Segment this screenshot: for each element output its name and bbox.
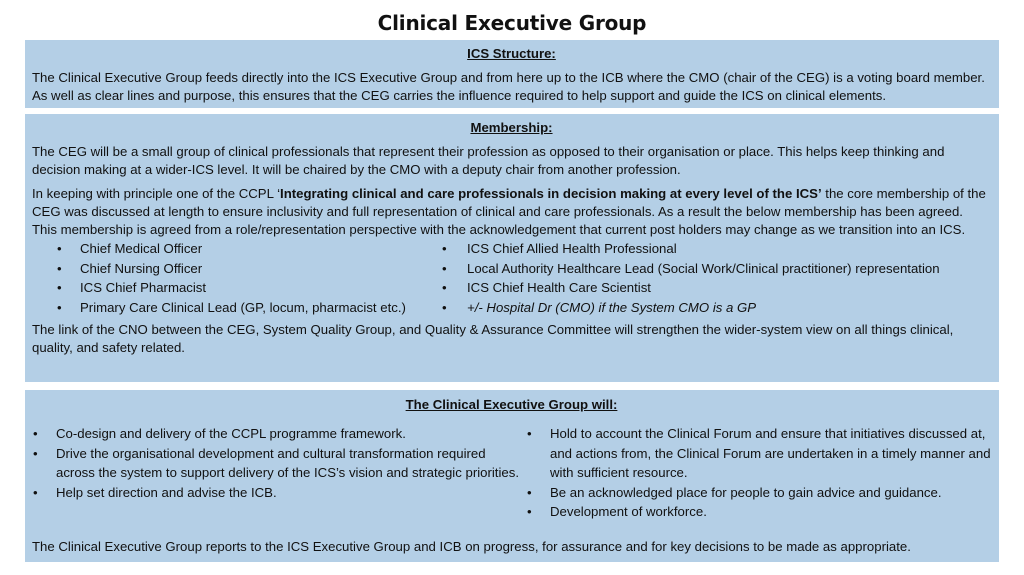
membership-para-2 (32, 185, 991, 239)
member-label: ICS Chief Health Care Scientist (467, 280, 651, 296)
member-label: +/- Hospital Dr (CMO) if the System CMO is a GP (467, 299, 757, 315)
ics-structure-text: The Clinical Executive Group feeds directly into the ICS Executive Group and from here up to the ICB where the CMO (chair of the CEG) is a voting board member. As well as clear lines and purpose, this ensures that the CEG carries the influence required to help support and guide the ICS on clinical elements. (32, 70, 985, 103)
bullet-icon: • (527, 426, 532, 441)
member-label: Local Authority Healthcare Lead (Social Work/Clinical practitioner) representation (467, 260, 940, 276)
members-right (419, 239, 991, 317)
list-item (32, 483, 526, 503)
ceg-will-heading: The Clinical Executive Group will: (405, 397, 618, 412)
list-item (419, 298, 991, 318)
ceg-will-list (32, 424, 991, 522)
list-item (526, 483, 991, 503)
ics-structure-panel (25, 40, 999, 108)
bullet-icon: • (527, 484, 532, 500)
membership-panel (25, 114, 999, 382)
list-item (419, 239, 991, 259)
list-item (32, 424, 526, 444)
will-label: Hold to account the Clinical Forum and ensure that initiatives discussed at, and actions from, the Clinical Forum are undertaken in a timely manner and with sufficient resource. (550, 426, 991, 481)
bullet-icon: • (527, 504, 532, 520)
bullet-icon: • (442, 241, 447, 256)
list-item (32, 278, 419, 298)
will-left (32, 424, 526, 522)
membership-para-1: The CEG will be a small group of clinical professionals that represent their profession as opposed to their organisation or place. This helps keep thinking and decision making at a wider-ICS level. It will be chaired by the CMO with a deputy chair from another profession. (32, 144, 945, 177)
ceg-will-panel (25, 390, 999, 562)
will-label: Drive the organisational development and cultural transformation required across the system to support delivery of the ICS’s vision and strategic priorities. (56, 445, 519, 481)
list-item (526, 424, 991, 483)
para-2-principle: Integrating clinical and care professionals in decision making at every level of the ICS’ (280, 186, 822, 201)
members-left (32, 239, 419, 317)
ics-structure-heading: ICS Structure: (467, 46, 556, 61)
will-label: Co-design and delivery of the CCPL programme framework. (56, 426, 406, 441)
list-item (419, 259, 991, 279)
list-item (419, 278, 991, 298)
list-item (32, 239, 419, 259)
bullet-icon: • (57, 260, 62, 276)
para-2-prefix: In keeping with principle one of the CCPL ‘ (32, 186, 281, 201)
list-item (526, 502, 991, 522)
bullet-icon: • (57, 299, 62, 315)
bullet-icon: • (57, 241, 62, 256)
will-label: Help set direction and advise the ICB. (56, 484, 277, 500)
list-item (32, 444, 526, 483)
member-label: ICS Chief Pharmacist (80, 280, 207, 296)
membership-heading: Membership: (470, 120, 553, 135)
ceg-footer-text: The Clinical Executive Group reports to the ICS Executive Group and ICB on progress, for assurance and for key decisions to be made as appropriate. (32, 538, 911, 554)
bullet-icon: • (33, 445, 38, 461)
member-label: Primary Care Clinical Lead (GP, locum, pharmacist etc.) (80, 299, 406, 315)
member-label: ICS Chief Allied Health Professional (467, 241, 677, 256)
members-list (32, 239, 991, 317)
bullet-icon: • (442, 260, 447, 276)
list-item (32, 259, 419, 279)
para-2-suffix: the core membership of the CEG was discussed at length to ensure inclusivity and full representation of clinical and care professionals. As a result the below membership has been agreed. This membership is agreed from a role/representation perspective with the acknowledgement that current post holders may change as we transition into an ICS. (32, 186, 986, 237)
will-right (526, 424, 991, 522)
will-label: Be an acknowledged place for people to gain advice and guidance. (550, 484, 942, 500)
member-label: Chief Nursing Officer (80, 260, 203, 276)
bullet-icon: • (57, 280, 62, 296)
bullet-icon: • (442, 299, 447, 315)
membership-para-3: The link of the CNO between the CEG, System Quality Group, and Quality & Assurance Committee will strengthen the wider-system view on all things clinical, quality, and safety related. (32, 322, 954, 356)
bullet-icon: • (33, 426, 38, 441)
list-item (32, 298, 419, 318)
member-label: Chief Medical Officer (80, 241, 203, 256)
bullet-icon: • (33, 484, 38, 500)
bullet-icon: • (442, 280, 447, 296)
page-title: Clinical Executive Group (377, 11, 647, 35)
will-label: Development of workforce. (550, 504, 707, 520)
